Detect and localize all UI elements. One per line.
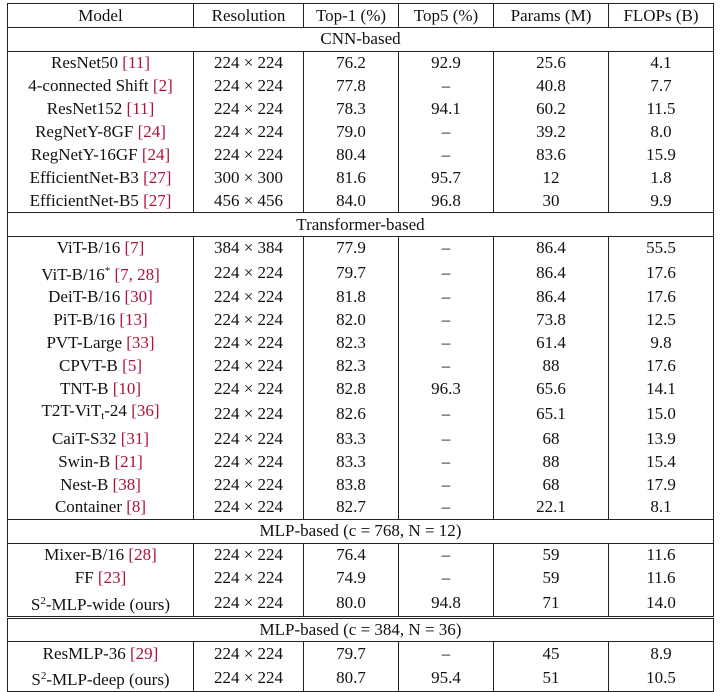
citation-link[interactable]: [21]: [114, 451, 143, 471]
table-row: [8, 286, 714, 309]
top5-cell: –: [399, 260, 494, 286]
params-cell: 51: [494, 665, 609, 692]
resolution-cell: 224 × 224: [194, 309, 304, 332]
section-row: [8, 617, 714, 642]
model-name: Mixer-B/16: [44, 545, 125, 565]
model-cell: [8, 450, 194, 473]
top1-cell: 77.9: [304, 237, 399, 260]
table-row: [8, 427, 714, 450]
resolution-cell: 224 × 224: [194, 543, 304, 566]
params-cell: 59: [494, 543, 609, 566]
table-row: [8, 237, 714, 260]
top1-cell: 81.8: [304, 286, 399, 309]
flops-cell: 8.1: [609, 496, 714, 519]
model-superscript: *: [104, 264, 111, 277]
top5-cell: –: [399, 286, 494, 309]
table-row: [8, 75, 714, 98]
model-cell: [8, 260, 194, 286]
model-name: ViT-B/16: [41, 264, 105, 284]
citation-link[interactable]: [7, 28]: [114, 264, 160, 284]
model-cell: [8, 237, 194, 260]
top5-cell: –: [399, 450, 494, 473]
flops-cell: 17.6: [609, 355, 714, 378]
flops-cell: 8.9: [609, 642, 714, 665]
citation-link[interactable]: [27]: [143, 190, 172, 210]
resolution-cell: 224 × 224: [194, 450, 304, 473]
top1-cell: 80.7: [304, 665, 399, 692]
top5-cell: –: [399, 355, 494, 378]
resolution-cell: 384 × 384: [194, 237, 304, 260]
params-cell: 83.6: [494, 143, 609, 166]
resolution-cell: 224 × 224: [194, 473, 304, 496]
header-params: Params (M): [494, 4, 609, 28]
params-cell: 59: [494, 567, 609, 590]
params-cell: 73.8: [494, 309, 609, 332]
model-superscript: 2: [40, 670, 47, 683]
flops-cell: 7.7: [609, 75, 714, 98]
model-name: ResNet50: [51, 53, 119, 73]
citation-link[interactable]: [31]: [120, 428, 150, 448]
citation-link[interactable]: [5]: [122, 356, 142, 376]
params-cell: 86.4: [494, 260, 609, 286]
section-title: CNN-based: [8, 28, 714, 52]
model-cell: [8, 473, 194, 496]
params-cell: 68: [494, 427, 609, 450]
citation-link[interactable]: [10]: [112, 378, 142, 398]
flops-cell: 8.0: [609, 121, 714, 144]
header-resolution: Resolution: [194, 4, 304, 28]
model-cell: [8, 642, 194, 665]
citation-link[interactable]: [29]: [130, 643, 159, 663]
table-row: [8, 473, 714, 496]
top5-cell: 96.8: [399, 189, 494, 212]
model-cell: [8, 121, 194, 144]
params-cell: 88: [494, 355, 609, 378]
top5-cell: –: [399, 543, 494, 566]
top5-cell: –: [399, 642, 494, 665]
model-subscript: t: [101, 410, 105, 423]
top1-cell: 80.4: [304, 143, 399, 166]
model-name: EfficientNet-B3: [29, 167, 139, 187]
model-name: DeiT-B/16: [48, 287, 121, 307]
flops-cell: 13.9: [609, 427, 714, 450]
model-cell: [8, 590, 194, 618]
section-row: [8, 28, 714, 52]
resolution-cell: 224 × 224: [194, 75, 304, 98]
flops-cell: 4.1: [609, 51, 714, 74]
top1-cell: 83.3: [304, 427, 399, 450]
header-row: [8, 4, 714, 28]
resolution-cell: 224 × 224: [194, 332, 304, 355]
params-cell: 86.4: [494, 286, 609, 309]
params-cell: 86.4: [494, 237, 609, 260]
model-cell: [8, 496, 194, 519]
model-name: CPVT-B: [59, 356, 118, 376]
model-cell: [8, 427, 194, 450]
table-row: [8, 355, 714, 378]
model-name: PiT-B/16: [53, 310, 116, 330]
model-name-suffix: -MLP-wide (ours): [45, 594, 171, 614]
model-name: Swin-B: [58, 451, 111, 471]
resolution-cell: 456 × 456: [194, 189, 304, 212]
flops-cell: 1.8: [609, 166, 714, 189]
model-cell: [8, 75, 194, 98]
flops-cell: 11.6: [609, 543, 714, 566]
top1-cell: 76.4: [304, 543, 399, 566]
model-name: Container: [54, 497, 122, 517]
resolution-cell: 224 × 224: [194, 355, 304, 378]
table-row: [8, 567, 714, 590]
model-cell: [8, 332, 194, 355]
model-cell: [8, 286, 194, 309]
citation-link[interactable]: [28]: [128, 545, 157, 565]
model-cell: [8, 400, 194, 427]
top5-cell: 95.7: [399, 166, 494, 189]
flops-cell: 9.8: [609, 332, 714, 355]
resolution-cell: 224 × 224: [194, 642, 304, 665]
table-row: [8, 166, 714, 189]
model-name: FF: [74, 568, 94, 588]
params-cell: 88: [494, 450, 609, 473]
table-row: [8, 377, 714, 400]
table-row: [8, 143, 714, 166]
resolution-cell: 224 × 224: [194, 590, 304, 618]
citation-link[interactable]: [2]: [152, 76, 173, 96]
params-cell: 65.6: [494, 377, 609, 400]
top5-cell: 95.4: [399, 665, 494, 692]
top5-cell: 94.8: [399, 590, 494, 618]
top5-cell: –: [399, 473, 494, 496]
results-table-container: [7, 3, 713, 692]
table-row: [8, 450, 714, 473]
resolution-cell: 224 × 224: [194, 286, 304, 309]
top5-cell: 92.9: [399, 51, 494, 74]
flops-cell: 11.5: [609, 98, 714, 121]
header-flops: FLOPs (B): [609, 4, 714, 28]
params-cell: 39.2: [494, 121, 609, 144]
flops-cell: 17.6: [609, 286, 714, 309]
flops-cell: 15.0: [609, 400, 714, 427]
top5-cell: –: [399, 400, 494, 427]
table-row: [8, 543, 714, 566]
citation-link[interactable]: [11]: [126, 99, 155, 119]
top5-cell: –: [399, 75, 494, 98]
top1-cell: 82.0: [304, 309, 399, 332]
section-title: MLP-based (c = 768, N = 12): [8, 519, 714, 543]
top1-cell: 83.8: [304, 473, 399, 496]
resolution-cell: 300 × 300: [194, 166, 304, 189]
resolution-cell: 224 × 224: [194, 377, 304, 400]
model-cell: [8, 377, 194, 400]
model-cell: [8, 309, 194, 332]
top1-cell: 76.2: [304, 51, 399, 74]
model-cell: [8, 355, 194, 378]
model-name: 4-connected Shift: [28, 76, 149, 96]
table-row: [8, 642, 714, 665]
top1-cell: 83.3: [304, 450, 399, 473]
top5-cell: –: [399, 121, 494, 144]
table-row: [8, 309, 714, 332]
model-cell: [8, 567, 194, 590]
params-cell: 45: [494, 642, 609, 665]
params-cell: 61.4: [494, 332, 609, 355]
section-title: MLP-based (c = 384, N = 36): [8, 617, 714, 642]
model-name: CaiT-S32: [51, 428, 117, 448]
model-cell: [8, 143, 194, 166]
results-table: [7, 3, 714, 692]
flops-cell: 9.9: [609, 189, 714, 212]
params-cell: 12: [494, 166, 609, 189]
citation-link[interactable]: [7]: [124, 238, 145, 258]
top5-cell: –: [399, 332, 494, 355]
table-row: [8, 496, 714, 519]
model-name: ViT-B/16: [56, 238, 121, 258]
flops-cell: 10.5: [609, 665, 714, 692]
table-row: [8, 400, 714, 427]
top1-cell: 77.8: [304, 75, 399, 98]
resolution-cell: 224 × 224: [194, 121, 304, 144]
model-name-suffix: -24: [104, 401, 127, 421]
table-body: [8, 28, 714, 692]
top1-cell: 80.0: [304, 590, 399, 618]
top1-cell: 74.9: [304, 567, 399, 590]
resolution-cell: 224 × 224: [194, 496, 304, 519]
model-name: RegNetY-8GF: [35, 122, 134, 141]
citation-link[interactable]: [23]: [97, 568, 127, 588]
citation-link[interactable]: [30]: [124, 287, 153, 307]
model-name: S: [30, 594, 41, 614]
section-title: Transformer-based: [8, 213, 714, 237]
flops-cell: 55.5: [609, 237, 714, 260]
top1-cell: 81.6: [304, 166, 399, 189]
table-row: [8, 332, 714, 355]
top1-cell: 82.3: [304, 355, 399, 378]
model-name: T2T-ViT: [41, 401, 102, 421]
top5-cell: –: [399, 309, 494, 332]
table-row: [8, 121, 714, 144]
flops-cell: 12.5: [609, 309, 714, 332]
citation-link[interactable]: [36]: [131, 401, 160, 421]
top1-cell: 79.0: [304, 121, 399, 144]
model-cell: [8, 543, 194, 566]
flops-cell: 15.4: [609, 450, 714, 473]
resolution-cell: 224 × 224: [194, 260, 304, 286]
model-name: RegNetY-16GF: [30, 144, 138, 164]
model-name: Nest-B: [60, 474, 109, 494]
top1-cell: 82.8: [304, 377, 399, 400]
resolution-cell: 224 × 224: [194, 98, 304, 121]
top5-cell: 94.1: [399, 98, 494, 121]
top5-cell: –: [399, 143, 494, 166]
table-row: [8, 189, 714, 212]
header-top5: Top5 (%): [399, 4, 494, 28]
top5-cell: 96.3: [399, 377, 494, 400]
top1-cell: 82.6: [304, 400, 399, 427]
model-name: ResNet152: [46, 99, 123, 119]
model-name: S: [31, 670, 41, 690]
citation-link[interactable]: [13]: [119, 310, 148, 330]
top5-cell: –: [399, 237, 494, 260]
resolution-cell: 224 × 224: [194, 427, 304, 450]
params-cell: 30: [494, 189, 609, 212]
table-row: [8, 51, 714, 74]
flops-cell: 15.9: [609, 143, 714, 166]
model-cell: [8, 51, 194, 74]
model-superscript: 2: [40, 594, 46, 607]
table-row: [8, 665, 714, 692]
resolution-cell: 224 × 224: [194, 143, 304, 166]
top5-cell: –: [399, 496, 494, 519]
model-name: TNT-B: [59, 378, 109, 398]
citation-link[interactable]: [33]: [126, 333, 155, 353]
params-cell: 60.2: [494, 98, 609, 121]
params-cell: 22.1: [494, 496, 609, 519]
resolution-cell: 224 × 224: [194, 51, 304, 74]
header-model: Model: [8, 4, 194, 28]
model-cell: [8, 189, 194, 212]
top5-cell: –: [399, 567, 494, 590]
params-cell: 68: [494, 473, 609, 496]
citation-link[interactable]: [24]: [141, 144, 171, 164]
model-cell: [8, 98, 194, 121]
top5-cell: –: [399, 427, 494, 450]
citation-link[interactable]: [27]: [143, 167, 172, 187]
citation-link[interactable]: [38]: [112, 474, 141, 494]
params-cell: 40.8: [494, 75, 609, 98]
citation-link[interactable]: [11]: [122, 53, 150, 73]
params-cell: 25.6: [494, 51, 609, 74]
flops-cell: 17.6: [609, 260, 714, 286]
section-row: [8, 519, 714, 543]
params-cell: 65.1: [494, 400, 609, 427]
model-name-suffix: -MLP-deep (ours): [46, 670, 170, 690]
flops-cell: 14.1: [609, 377, 714, 400]
top1-cell: 79.7: [304, 260, 399, 286]
flops-cell: 11.6: [609, 567, 714, 590]
header-top1: Top-1 (%): [304, 4, 399, 28]
top1-cell: 82.3: [304, 332, 399, 355]
params-cell: 71: [494, 590, 609, 618]
model-name: PVT-Large: [46, 333, 122, 353]
top1-cell: 79.7: [304, 642, 399, 665]
table-row: [8, 590, 714, 618]
table-row: [8, 260, 714, 286]
flops-cell: 17.9: [609, 473, 714, 496]
model-cell: [8, 166, 194, 189]
resolution-cell: 224 × 224: [194, 665, 304, 692]
citation-link[interactable]: [8]: [126, 497, 147, 517]
section-row: [8, 213, 714, 237]
model-cell: [8, 665, 194, 692]
top1-cell: 84.0: [304, 189, 399, 212]
table-row: [8, 98, 714, 121]
flops-cell: 14.0: [609, 590, 714, 618]
model-name: EfficientNet-B5: [29, 190, 139, 210]
resolution-cell: 224 × 224: [194, 567, 304, 590]
model-name: ResMLP-36: [42, 643, 126, 663]
top1-cell: 82.7: [304, 496, 399, 519]
citation-link[interactable]: [24]: [137, 122, 166, 141]
top1-cell: 78.3: [304, 98, 399, 121]
resolution-cell: 224 × 224: [194, 400, 304, 427]
